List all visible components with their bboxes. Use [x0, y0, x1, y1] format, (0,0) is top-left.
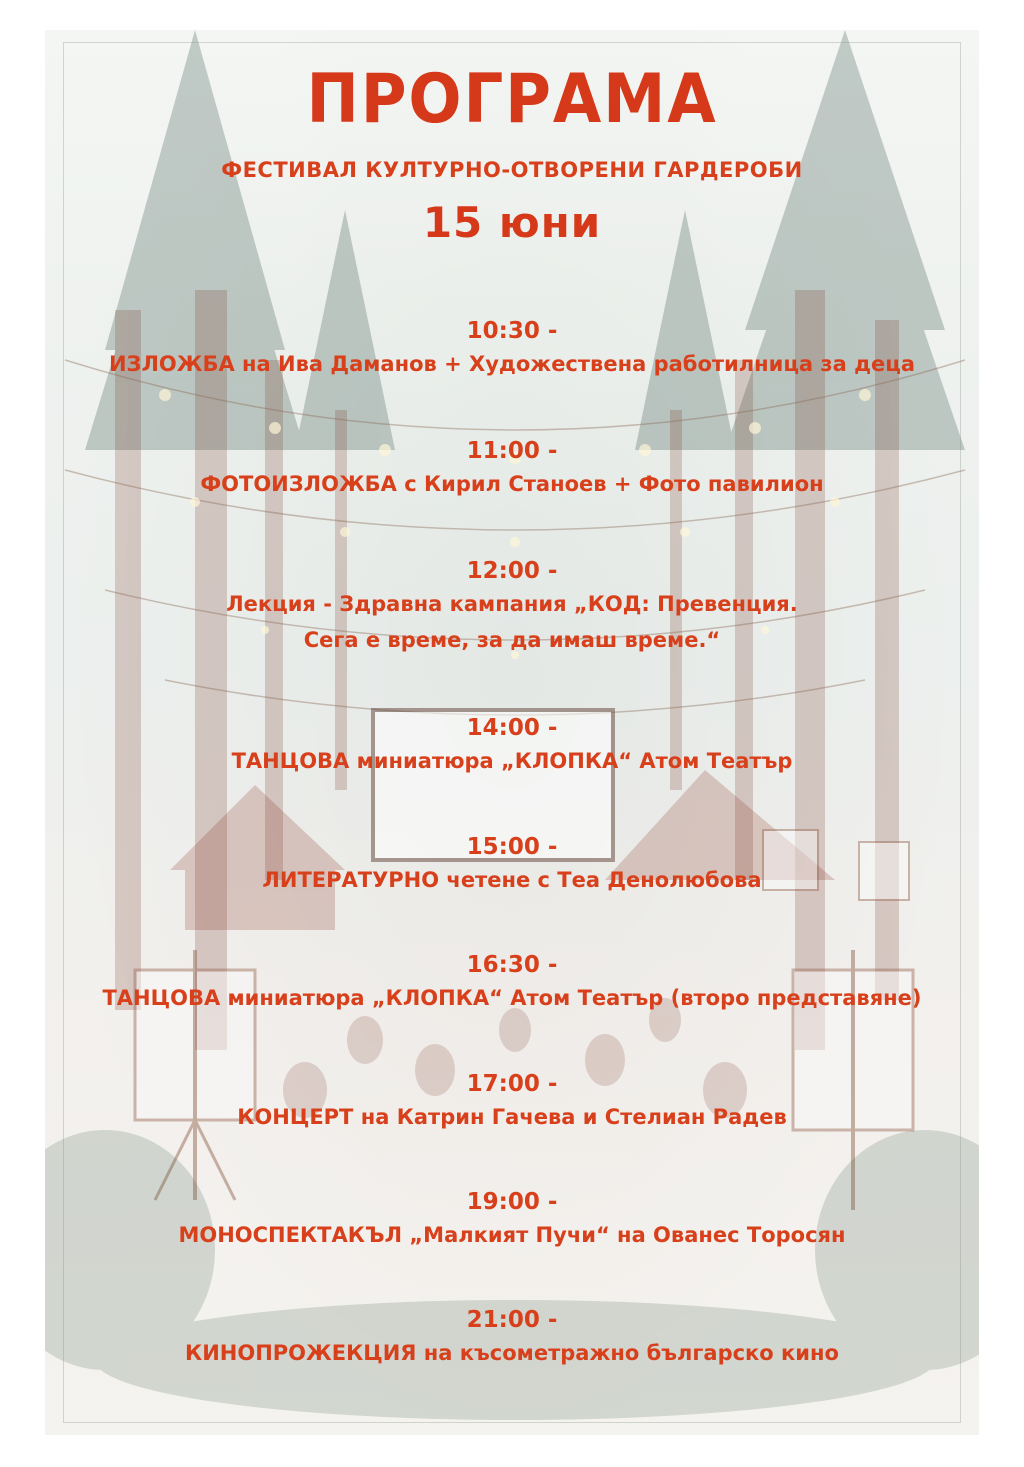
event-description: ФОТОИЗЛОЖБА с Кирил Станоев + Фото павилион: [200, 472, 824, 496]
event-description: ЛИТЕРАТУРНО четене с Теа Денолюбова: [262, 868, 762, 892]
event-date: 15 юни: [422, 198, 602, 247]
event-description-continued: Сега е време, за да имаш време.“: [303, 628, 721, 652]
schedule-item: [45, 316, 979, 382]
event-description: ТАНЦОВА миниатюра „КЛОПКА“ Атом Театър: [231, 749, 793, 773]
event-time: 11:00 -: [466, 438, 558, 464]
event-time: 12:00 -: [466, 558, 558, 584]
festival-name: ФЕСТИВАЛ КУЛТУРНО-ОТВОРЕНИ ГАРДЕРОБИ: [221, 158, 803, 182]
poster: [45, 30, 979, 1435]
event-description: ТАНЦОВА миниатюра „КЛОПКА“ Атом Театър (второ представяне): [102, 986, 922, 1010]
event-time: 14:00 -: [466, 715, 558, 741]
schedule-item: [45, 1187, 979, 1253]
program-content: [45, 30, 979, 1435]
schedule-item: [45, 713, 979, 779]
event-time: 17:00 -: [466, 1071, 558, 1097]
schedule-item: [45, 1069, 979, 1135]
schedule-item: [45, 832, 979, 898]
page-title: ПРОГРАМА: [306, 60, 718, 139]
schedule-item: [45, 556, 979, 658]
event-time: 19:00 -: [466, 1189, 558, 1215]
event-time: 21:00 -: [466, 1307, 558, 1333]
event-description: КОНЦЕРТ на Катрин Гачева и Стелиан Радев: [237, 1105, 787, 1129]
event-time: 15:00 -: [466, 834, 558, 860]
event-description: КИНОПРОЖЕКЦИЯ на късометражно българско кино: [185, 1341, 839, 1365]
event-time: 10:30 -: [466, 318, 558, 344]
schedule-item: [45, 436, 979, 502]
event-time: 16:30 -: [466, 952, 558, 978]
event-description: ИЗЛОЖБА на Ива Даманов + Художествена работилница за деца: [108, 352, 916, 376]
schedule-item: [45, 1305, 979, 1371]
schedule-item: [45, 950, 979, 1016]
event-description: МОНОСПЕКТАКЪЛ „Малкият Пучи“ на Ованес Торосян: [178, 1223, 846, 1247]
event-description: Лекция - Здравна кампания „КОД: Превенция.: [226, 592, 798, 616]
